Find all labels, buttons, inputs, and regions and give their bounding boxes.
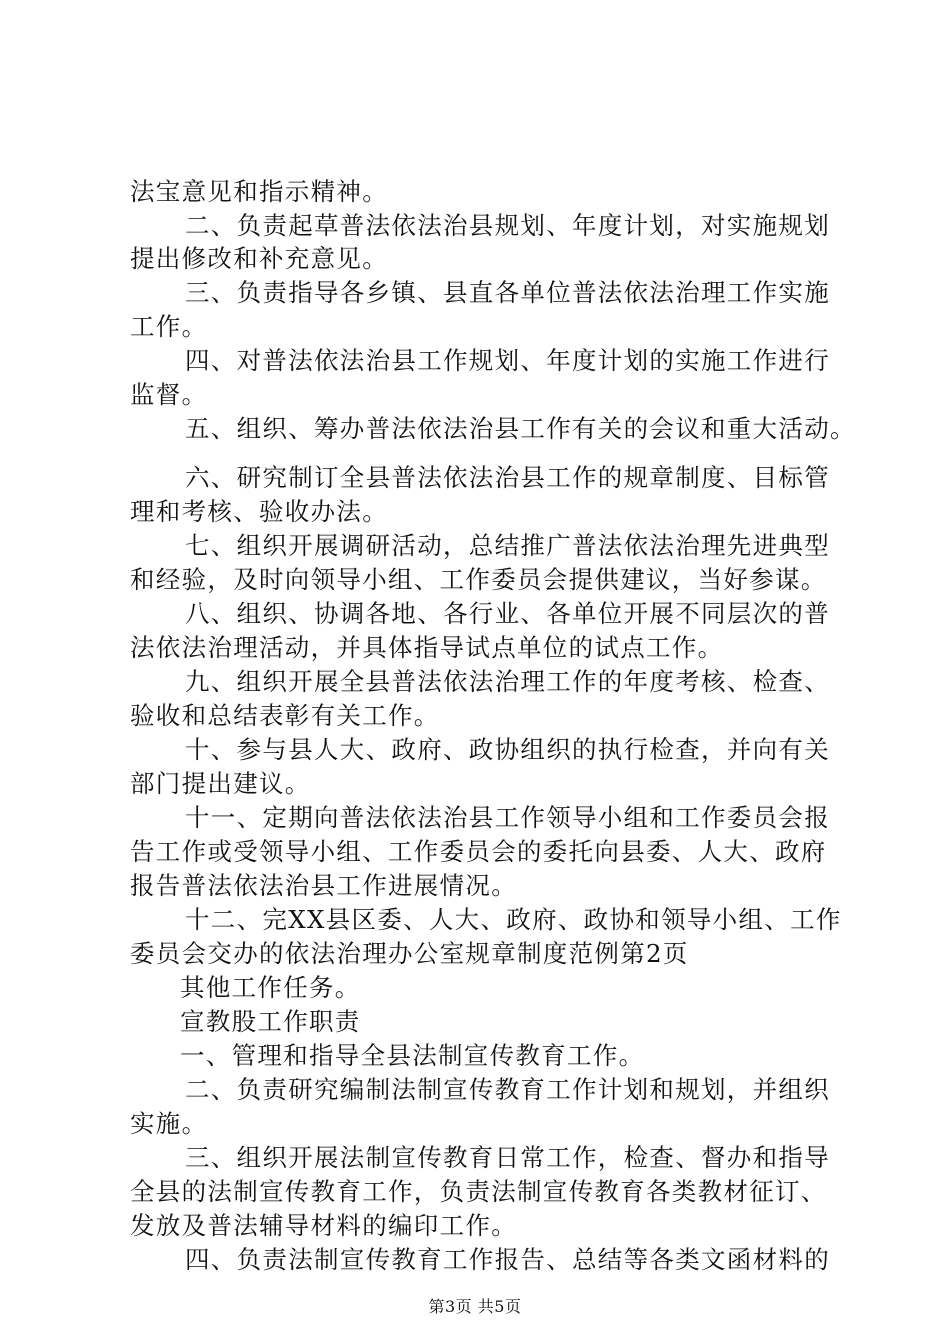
body-line: 全县的法制宣传教育工作，负责法制宣传教育各类教材征订、 — [130, 1177, 827, 1206]
body-line: 十一、定期向普法依法治县工作领导小组和工作委员会报 — [185, 803, 830, 832]
body-line: 四、对普法依法治县工作规划、年度计划的实施工作进行 — [185, 346, 830, 375]
body-line: 二、负责研究编制法制宣传教育工作计划和规划，并组织 — [185, 1075, 830, 1104]
body-line: 实施。 — [130, 1109, 208, 1138]
body-line: 二、负责起草普法依法治县规划、年度计划，对实施规划 — [185, 211, 830, 240]
body-line: 验收和总结表彰有关工作。 — [130, 701, 440, 730]
body-line: 部门提出建议。 — [130, 769, 311, 798]
body-line: 和经验，及时向领导小组、工作委员会提供建议，当好参谋。 — [130, 565, 827, 594]
body-line: 法宝意见和指示精神。 — [130, 177, 388, 206]
body-line: 工作。 — [130, 312, 208, 341]
body-line: 八、组织、协调各地、各行业、各单位开展不同层次的普 — [185, 599, 830, 628]
body-line: 告工作或受领导小组、工作委员会的委托向县委、人大、政府 — [130, 837, 827, 866]
section-heading: 宣教股工作职责 — [180, 1007, 361, 1036]
body-line: 三、负责指导各乡镇、县直各单位普法依法治理工作实施 — [185, 278, 830, 307]
page-footer: 第3页 共5页 — [428, 1297, 522, 1316]
body-line: 其他工作任务。 — [180, 973, 361, 1002]
body-line: 六、研究制订全县普法依法治县工作的规章制度、目标管 — [185, 463, 830, 492]
body-line: 报告普法依法治县工作进展情况。 — [130, 871, 517, 900]
body-line: 监督。 — [130, 380, 208, 409]
body-line: 三、组织开展法制宣传教育日常工作，检查、督办和指导 — [185, 1143, 830, 1172]
body-line: 提出修改和补充意见。 — [130, 244, 388, 273]
body-line: 发放及普法辅导材料的编印工作。 — [130, 1211, 517, 1240]
body-line: 一、管理和指导全县法制宣传教育工作。 — [180, 1041, 645, 1070]
body-line: 十、参与县人大、政府、政协组织的执行检查，并向有关 — [185, 735, 830, 764]
body-line: 七、组织开展调研活动，总结推广普法依法治理先进典型 — [185, 531, 830, 560]
body-line: 理和考核、验收办法。 — [130, 497, 388, 526]
body-line: 十二、完XX县区委、人大、政府、政协和领导小组、工作 — [185, 905, 842, 934]
body-line: 九、组织开展全县普法依法治理工作的年度考核、检查、 — [185, 667, 830, 696]
body-line: 委员会交办的依法治理办公室规章制度范例第2页 — [130, 939, 689, 968]
body-line: 法依法治理活动，并具体指导试点单位的试点工作。 — [130, 633, 724, 662]
body-line: 四、负责法制宣传教育工作报告、总结等各类文函材料的 — [185, 1245, 830, 1274]
body-line: 五、组织、筹办普法依法治县工作有关的会议和重大活动。 — [185, 414, 856, 443]
